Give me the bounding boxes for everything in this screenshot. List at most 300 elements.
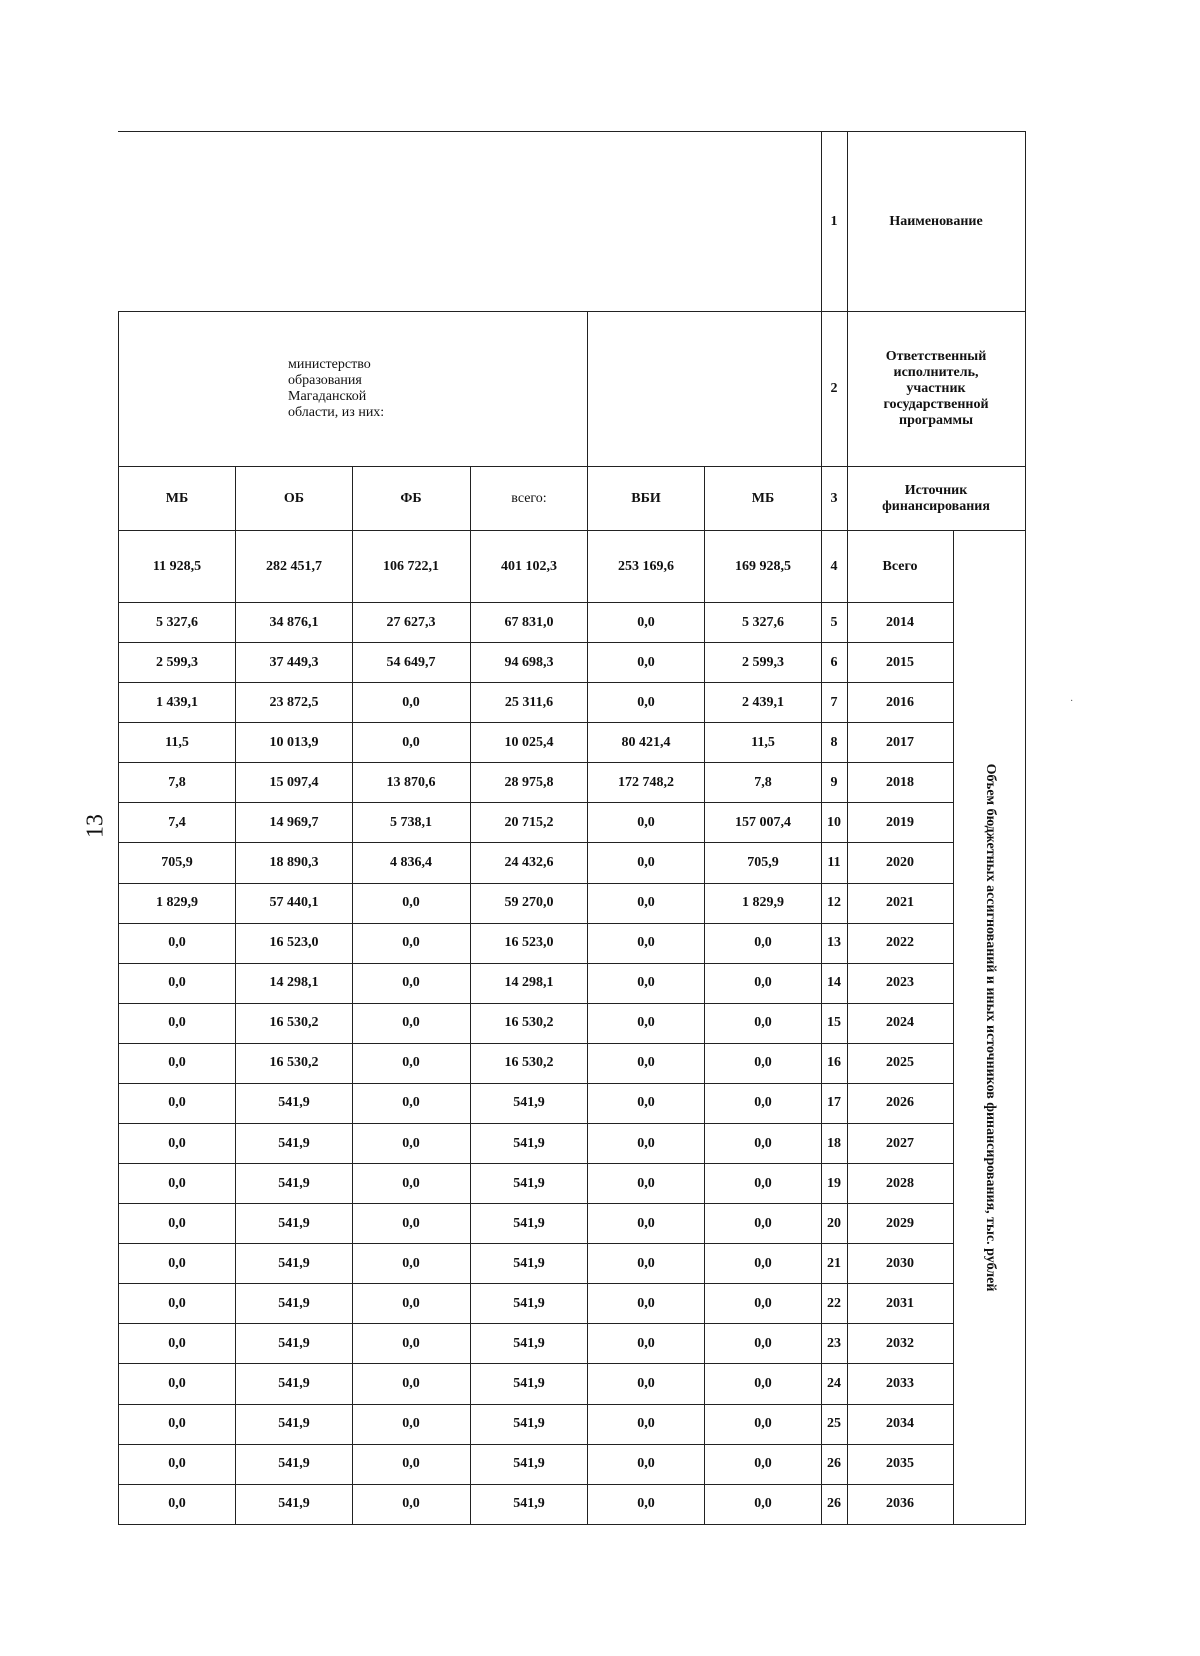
year-header: 2026 [886, 1095, 915, 1111]
year-value-cell [236, 603, 353, 643]
year-value: 0,0 [637, 1375, 655, 1391]
year-value-cell [704, 1204, 821, 1244]
year-value-cell [587, 1404, 704, 1444]
column-number-cell [822, 883, 848, 923]
year-value-cell [353, 1164, 470, 1204]
year-value: 0,0 [168, 1015, 186, 1031]
year-value: 54 649,7 [386, 654, 436, 670]
year-value-cell [704, 1164, 821, 1204]
column-number-cell [822, 531, 848, 603]
year-value: 0,0 [637, 1095, 655, 1111]
year-value-cell [236, 1164, 353, 1204]
year-value: 11,5 [165, 734, 189, 750]
year-value-cell [587, 963, 704, 1003]
year-header: 2017 [886, 734, 915, 750]
year-value: 10 013,9 [269, 734, 319, 750]
total-cell [587, 531, 704, 603]
year-value-cell [236, 1484, 353, 1524]
column-number: 13 [827, 935, 842, 951]
year-value: 16 530,2 [269, 1015, 319, 1031]
column-number: 5 [831, 614, 838, 630]
year-value-cell [119, 1404, 236, 1444]
year-value: 0,0 [754, 1015, 772, 1031]
year-header: 2031 [886, 1295, 915, 1311]
year-value-cell [704, 923, 821, 963]
year-value: 0,0 [168, 1496, 186, 1512]
year-value-cell [119, 1003, 236, 1043]
year-value-cell [119, 1204, 236, 1244]
year-value: 541,9 [278, 1335, 311, 1351]
year-header-cell [848, 683, 954, 723]
year-value: 541,9 [512, 1175, 545, 1191]
column-number-cell [822, 1043, 848, 1083]
year-value: 0,0 [754, 1135, 772, 1151]
year-header-cell [848, 1444, 954, 1484]
year-value-cell [353, 1043, 470, 1083]
total-header-cell [848, 531, 954, 603]
year-value-cell [704, 1444, 821, 1484]
year-value-cell [470, 603, 587, 643]
column-number: 7 [831, 694, 838, 710]
year-value: 541,9 [278, 1135, 311, 1151]
year-value: 0,0 [168, 975, 186, 991]
name-cell [119, 132, 822, 312]
year-value-cell [704, 1404, 821, 1444]
source-text: МБ [165, 490, 189, 506]
year-header: 2033 [886, 1375, 915, 1391]
year-value-cell [236, 1364, 353, 1404]
source-text: МБ [751, 490, 775, 506]
year-value: 0,0 [754, 1456, 772, 1472]
year-value-cell [470, 763, 587, 803]
year-value-cell [470, 1043, 587, 1083]
year-value: 0,0 [637, 1456, 655, 1472]
year-value-cell [236, 1124, 353, 1164]
year-value: 0,0 [402, 1416, 421, 1432]
year-value: 541,9 [512, 1215, 545, 1231]
year-value-cell [236, 1043, 353, 1083]
year-value-cell [119, 763, 236, 803]
total-value: 253 169,6 [617, 558, 674, 574]
year-header-cell [848, 643, 954, 683]
source-text: ФБ [400, 490, 423, 506]
year-value-cell [704, 1244, 821, 1284]
column-number-cell [822, 467, 848, 531]
year-value-cell [587, 643, 704, 683]
source-cell [470, 467, 587, 531]
year-value: 0,0 [402, 1375, 421, 1391]
year-value: 0,0 [402, 1496, 421, 1512]
year-value-cell [704, 963, 821, 1003]
year-value: 541,9 [278, 1375, 311, 1391]
year-value: 0,0 [637, 1416, 655, 1432]
column-number: 22 [827, 1295, 842, 1311]
year-value-cell [704, 843, 821, 883]
year-value-cell [587, 883, 704, 923]
year-value: 0,0 [637, 895, 655, 911]
year-value: 0,0 [402, 975, 421, 991]
year-value-cell [587, 843, 704, 883]
year-value: 0,0 [637, 1496, 655, 1512]
year-value-cell [119, 603, 236, 643]
year-value-cell [236, 843, 353, 883]
year-value-cell [470, 1204, 587, 1244]
year-value: 20 715,2 [504, 814, 554, 830]
year-value: 0,0 [168, 1295, 186, 1311]
year-value-cell [353, 1484, 470, 1524]
year-value: 10 025,4 [504, 734, 554, 750]
year-value-cell [353, 1003, 470, 1043]
source-cell [587, 467, 704, 531]
column-number-cell [822, 1324, 848, 1364]
year-value-cell [470, 1484, 587, 1524]
year-value-cell [470, 683, 587, 723]
year-header-cell [848, 963, 954, 1003]
year-value: 5 738,1 [390, 814, 433, 830]
year-header-cell [848, 1164, 954, 1204]
year-value: 0,0 [168, 1456, 186, 1472]
year-value: 0,0 [754, 1375, 772, 1391]
year-value: 0,0 [637, 1055, 655, 1071]
year-header: 2023 [886, 975, 915, 991]
year-value-cell [704, 683, 821, 723]
column-number: 26 [827, 1496, 842, 1512]
column-number-cell [822, 1083, 848, 1123]
year-value-cell [119, 883, 236, 923]
year-value-cell [236, 1244, 353, 1284]
year-value: 14 969,7 [269, 814, 319, 830]
year-value-cell [119, 643, 236, 683]
column-number-cell [822, 683, 848, 723]
year-value-cell [470, 803, 587, 843]
year-value-cell [587, 1204, 704, 1244]
year-header-cell [848, 1364, 954, 1404]
year-value-cell [704, 1083, 821, 1123]
source-text: ВБИ [631, 490, 661, 506]
year-value: 80 421,4 [621, 734, 671, 750]
year-value-cell [119, 803, 236, 843]
year-value-cell [470, 963, 587, 1003]
year-value: 705,9 [747, 854, 779, 870]
column-number: 14 [827, 975, 842, 991]
year-value: 0,0 [637, 1215, 655, 1231]
year-value: 15 097,4 [269, 774, 319, 790]
year-value-cell [704, 803, 821, 843]
year-value-cell [587, 1324, 704, 1364]
year-header: 2019 [886, 814, 915, 830]
year-value-cell [470, 1324, 587, 1364]
year-value: 7,4 [168, 814, 186, 830]
year-value-cell [704, 723, 821, 763]
year-value: 0,0 [637, 694, 655, 710]
year-value: 0,0 [168, 1135, 186, 1151]
year-value-cell [119, 1444, 236, 1484]
year-header: 2035 [886, 1456, 915, 1472]
year-header: 2024 [886, 1015, 915, 1031]
year-header-cell [848, 723, 954, 763]
year-value: 67 831,0 [504, 614, 554, 630]
year-value: 37 449,3 [269, 654, 319, 670]
table-row [704, 132, 821, 1525]
total-value: 282 451,7 [266, 558, 323, 574]
source-cell [704, 467, 821, 531]
year-value: 157 007,4 [734, 814, 791, 830]
year-value: 1 829,9 [156, 895, 199, 911]
year-value-cell [704, 1043, 821, 1083]
column-number: 8 [831, 734, 838, 750]
year-header-cell [848, 1083, 954, 1123]
year-header-cell [848, 1003, 954, 1043]
year-value: 541,9 [512, 1295, 545, 1311]
year-value-cell [353, 643, 470, 683]
column-number: 4 [831, 558, 838, 574]
year-value: 14 298,1 [269, 975, 319, 991]
year-header: 2030 [886, 1255, 915, 1271]
year-value: 0,0 [168, 1175, 186, 1191]
year-value: 0,0 [402, 1095, 421, 1111]
year-value: 0,0 [168, 1055, 186, 1071]
year-value-cell [704, 763, 821, 803]
year-header: 2021 [886, 895, 915, 911]
year-value: 0,0 [402, 1055, 421, 1071]
year-value-cell [236, 1324, 353, 1364]
year-value-cell [704, 883, 821, 923]
year-value: 0,0 [402, 895, 421, 911]
year-value: 0,0 [754, 1335, 772, 1351]
year-value: 2 599,3 [741, 654, 784, 670]
year-header-cell [848, 803, 954, 843]
column-number-cell [822, 1204, 848, 1244]
year-header-cell [848, 1484, 954, 1524]
year-value-cell [470, 1404, 587, 1444]
column-number-cell [822, 1003, 848, 1043]
year-value: 0,0 [402, 734, 421, 750]
column-number: 17 [827, 1095, 842, 1111]
year-value-cell [587, 1003, 704, 1043]
column-number: 1 [831, 213, 838, 229]
year-header-cell [848, 763, 954, 803]
column-number: 11 [827, 854, 842, 870]
year-value-cell [119, 1124, 236, 1164]
year-value: 0,0 [637, 654, 655, 670]
executor-header: Ответственный исполнитель, участник государственной программы [883, 348, 990, 429]
year-value: 541,9 [278, 1496, 311, 1512]
year-value-cell [587, 923, 704, 963]
year-header: 2015 [886, 654, 915, 670]
year-value-cell [353, 1324, 470, 1364]
year-value-cell [587, 603, 704, 643]
year-value: 541,9 [278, 1175, 311, 1191]
year-value-cell [587, 1164, 704, 1204]
year-value: 541,9 [278, 1255, 311, 1271]
year-value: 0,0 [754, 1255, 772, 1271]
year-value-cell [470, 883, 587, 923]
year-value-cell [119, 1083, 236, 1123]
budget-table-rotator [118, 131, 1026, 1525]
year-value-cell [119, 1324, 236, 1364]
year-value: 0,0 [754, 975, 772, 991]
year-value-cell [236, 1404, 353, 1444]
column-number-cell [822, 312, 848, 467]
budget-header: Объем бюджетных ассигнований и иных источников финансирования, тыс. рублей [982, 763, 998, 1292]
year-value-cell [236, 1284, 353, 1324]
year-value-cell [119, 1364, 236, 1404]
column-number-cell [822, 963, 848, 1003]
year-value: 0,0 [168, 1215, 186, 1231]
year-header: 2032 [886, 1335, 915, 1351]
year-value-cell [470, 1124, 587, 1164]
year-value-cell [119, 843, 236, 883]
budget-table-frame [118, 131, 1026, 1525]
year-value: 24 432,6 [504, 854, 554, 870]
name-header-cell [848, 132, 1026, 312]
total-cell [119, 531, 236, 603]
year-value-cell [587, 1444, 704, 1484]
year-value: 541,9 [278, 1416, 311, 1432]
year-value-cell [353, 1404, 470, 1444]
year-value-cell [236, 963, 353, 1003]
total-header: Всего [883, 558, 918, 574]
year-value-cell [470, 843, 587, 883]
year-value-cell [236, 923, 353, 963]
year-value-cell [353, 1204, 470, 1244]
year-value: 7,8 [754, 774, 772, 790]
year-value: 0,0 [637, 1135, 655, 1151]
year-value: 172 748,2 [617, 774, 674, 790]
year-value-cell [470, 923, 587, 963]
year-value-cell [236, 723, 353, 763]
year-value: 0,0 [754, 1055, 772, 1071]
year-value-cell [236, 643, 353, 683]
column-number: 20 [827, 1215, 842, 1231]
year-value-cell [236, 803, 353, 843]
column-number: 3 [831, 490, 838, 506]
year-value-cell [704, 1284, 821, 1324]
year-header: 2018 [886, 774, 915, 790]
year-value-cell [704, 1124, 821, 1164]
year-value: 0,0 [754, 1095, 772, 1111]
year-value-cell [119, 1043, 236, 1083]
year-value: 0,0 [637, 854, 655, 870]
page-number-text: 13 [82, 814, 109, 838]
year-value: 0,0 [754, 1295, 772, 1311]
executor-cell [119, 312, 588, 467]
year-value-cell [236, 1003, 353, 1043]
year-header-cell [848, 843, 954, 883]
year-header-cell [848, 1404, 954, 1444]
year-value-cell [470, 1083, 587, 1123]
year-value-cell [119, 1164, 236, 1204]
column-number: 9 [831, 774, 838, 790]
column-number: 6 [831, 654, 838, 670]
year-header: 2014 [886, 614, 915, 630]
column-number-cell [822, 1164, 848, 1204]
year-value: 541,9 [512, 1416, 545, 1432]
year-value: 541,9 [512, 1335, 545, 1351]
year-value-cell [353, 843, 470, 883]
column-number-cell [822, 1124, 848, 1164]
year-value-cell [470, 1244, 587, 1284]
year-header: 2029 [886, 1215, 915, 1231]
year-value: 1 439,1 [156, 694, 199, 710]
column-number-cell [822, 1364, 848, 1404]
year-header-cell [848, 1324, 954, 1364]
year-value-cell [236, 763, 353, 803]
year-value: 57 440,1 [269, 895, 319, 911]
year-value-cell [587, 1364, 704, 1404]
year-value: 541,9 [278, 1215, 311, 1231]
executor-text: министерство образования Магаданской области, из них: [287, 356, 385, 421]
source-text: всего: [510, 490, 547, 506]
year-value: 11,5 [751, 734, 775, 750]
year-header-cell [848, 603, 954, 643]
year-value-cell [587, 1484, 704, 1524]
year-value: 0,0 [402, 1215, 421, 1231]
column-number: 24 [827, 1375, 842, 1391]
year-value: 541,9 [512, 1375, 545, 1391]
year-value: 59 270,0 [504, 895, 554, 911]
year-value: 4 836,4 [390, 854, 433, 870]
year-value: 2 439,1 [741, 694, 784, 710]
year-value: 0,0 [754, 1175, 772, 1191]
year-value: 0,0 [637, 814, 655, 830]
year-header: 2022 [886, 935, 915, 951]
year-value: 0,0 [402, 1255, 421, 1271]
year-header-cell [848, 1244, 954, 1284]
year-value-cell [353, 1284, 470, 1324]
year-value-cell [587, 763, 704, 803]
year-value: 0,0 [637, 1255, 655, 1271]
source-cell [353, 467, 470, 531]
year-value: 541,9 [512, 1456, 545, 1472]
column-number-cell [822, 603, 848, 643]
year-value-cell [236, 1204, 353, 1244]
year-value: 14 298,1 [504, 975, 554, 991]
year-value-cell [587, 1284, 704, 1324]
year-value: 25 311,6 [504, 694, 553, 710]
total-cell [353, 531, 470, 603]
column-number: 19 [827, 1175, 842, 1191]
year-value: 27 627,3 [386, 614, 436, 630]
year-value: 0,0 [637, 1335, 655, 1351]
source-header: Источник финансирования [882, 482, 991, 514]
column-number: 21 [827, 1255, 842, 1271]
year-header: 2027 [886, 1135, 915, 1151]
year-value-cell [704, 1364, 821, 1404]
column-number: 2 [831, 380, 838, 396]
year-value: 1 829,9 [741, 895, 784, 911]
year-value-cell [470, 1003, 587, 1043]
year-header-cell [848, 883, 954, 923]
year-value: 541,9 [512, 1496, 545, 1512]
year-value: 0,0 [637, 1295, 655, 1311]
year-value: 541,9 [512, 1255, 545, 1271]
stray-mark: · [1070, 696, 1074, 707]
year-value-cell [587, 1043, 704, 1083]
year-value: 23 872,5 [269, 694, 319, 710]
year-value-cell [353, 683, 470, 723]
year-value: 0,0 [402, 935, 421, 951]
column-number: 18 [827, 1135, 842, 1151]
year-value-cell [470, 1444, 587, 1484]
year-value: 18 890,3 [269, 854, 319, 870]
column-number-cell [822, 1284, 848, 1324]
year-header-cell [848, 1284, 954, 1324]
year-value-cell [353, 883, 470, 923]
column-number: 10 [827, 814, 842, 830]
year-value-cell [236, 883, 353, 923]
year-value: 0,0 [754, 935, 772, 951]
